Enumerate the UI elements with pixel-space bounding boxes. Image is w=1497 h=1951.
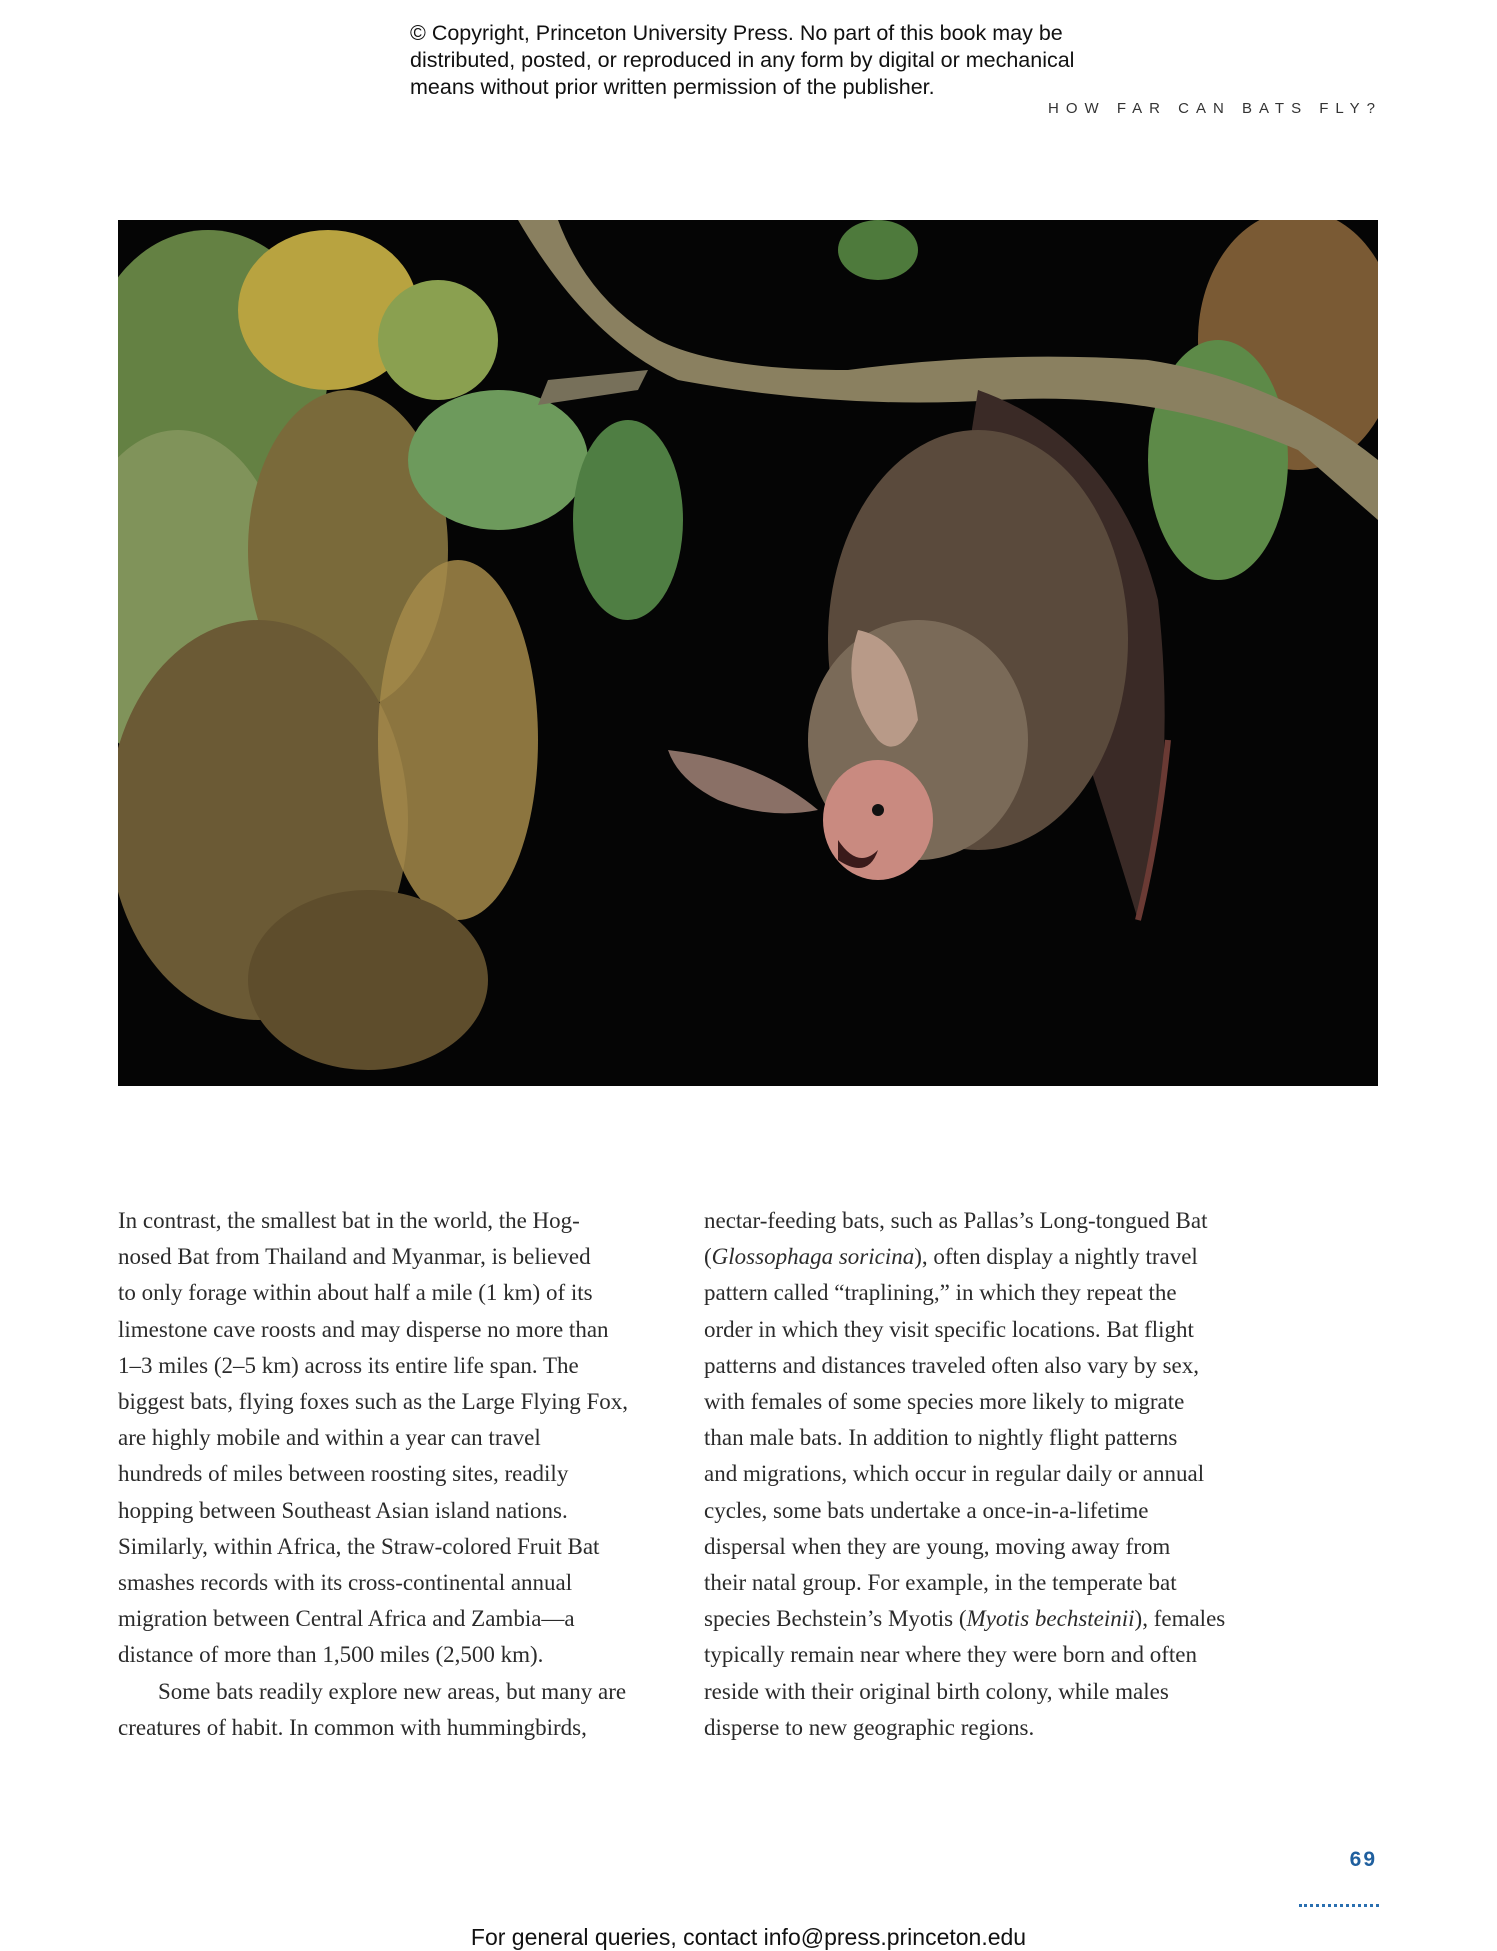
text-line: 1–3 miles (2–5 km) across its entire life span. The xyxy=(118,1352,579,1378)
text-line: Similarly, within Africa, the Straw-colored Fruit Bat xyxy=(118,1533,600,1559)
text-line xyxy=(704,1601,1274,1637)
page-number-dots xyxy=(1299,1904,1379,1907)
text-line: reside with their original birth colony, while males xyxy=(704,1678,1169,1704)
text-line: hopping between Southeast Asian island nations. xyxy=(118,1497,568,1523)
species-name-italic: Myotis bechsteinii xyxy=(966,1606,1135,1632)
text-line xyxy=(704,1239,1274,1275)
text-line: pattern called “traplining,” in which they repeat the xyxy=(704,1280,1177,1306)
text-line: and migrations, which occur in regular daily or annual xyxy=(704,1461,1205,1487)
text-line: biggest bats, flying foxes such as the Large Flying Fox, xyxy=(118,1389,628,1415)
text-line: order in which they visit specific locations. Bat flight xyxy=(704,1316,1194,1342)
text-line: limestone cave roosts and may disperse no more than xyxy=(118,1316,609,1342)
text-line: than male bats. In addition to nightly flight patterns xyxy=(704,1425,1178,1451)
text-line: dispersal when they are young, moving away from xyxy=(704,1533,1171,1559)
paragraph xyxy=(704,1203,1274,1746)
text-line: patterns and distances traveled often also vary by sex, xyxy=(704,1352,1199,1378)
text-line: distance of more than 1,500 miles (2,500 km). xyxy=(118,1642,544,1668)
copyright-notice xyxy=(410,20,1130,101)
left-column xyxy=(118,1203,688,1746)
text-line: disperse to new geographic regions. xyxy=(704,1714,1035,1740)
text-fragment: ), females xyxy=(1134,1606,1226,1632)
copyright-line: distributed, posted, or reproduced in any form by digital or mechanical xyxy=(410,48,1075,72)
right-column xyxy=(704,1203,1274,1746)
copyright-line: © Copyright, Princeton University Press. No part of this book may be xyxy=(410,21,1063,45)
text-fragment: species Bechstein’s Myotis ( xyxy=(704,1606,967,1632)
text-line: migration between Central Africa and Zambia—a xyxy=(118,1606,575,1632)
page-number: 69 xyxy=(1349,1848,1377,1871)
paragraph xyxy=(118,1203,688,1674)
text-line: Some bats readily explore new areas, but many are xyxy=(158,1678,627,1704)
bat-hanging-from-branch-photo xyxy=(118,220,1378,1086)
text-fragment: ), often display a nightly travel xyxy=(914,1244,1198,1270)
bat-photo xyxy=(118,220,1378,1086)
text-line: nectar-feeding bats, such as Pallas’s Long-tongued Bat xyxy=(704,1208,1208,1233)
text-line: smashes records with its cross-continental annual xyxy=(118,1570,573,1596)
text-line: creatures of habit. In common with hummingbirds, xyxy=(118,1714,587,1740)
paragraph xyxy=(118,1674,688,1746)
species-name-italic: Glossophaga soricina xyxy=(711,1244,915,1270)
text-line: In contrast, the smallest bat in the world, the Hog- xyxy=(118,1208,580,1233)
text-line: are highly mobile and within a year can travel xyxy=(118,1425,541,1451)
text-line: typically remain near where they were born and often xyxy=(704,1642,1198,1668)
text-fragment: ( xyxy=(704,1244,712,1270)
text-line: their natal group. For example, in the temperate bat xyxy=(704,1570,1177,1596)
text-line: nosed Bat from Thailand and Myanmar, is believed xyxy=(118,1244,591,1270)
text-line: to only forage within about half a mile (1 km) of its xyxy=(118,1280,593,1306)
running-head: HOW FAR CAN BATS FLY? xyxy=(1048,100,1382,117)
text-line: hundreds of miles between roosting sites, readily xyxy=(118,1461,569,1487)
text-line: with females of some species more likely to migrate xyxy=(704,1389,1185,1415)
text-line: cycles, some bats undertake a once-in-a-lifetime xyxy=(704,1497,1149,1523)
copyright-line: means without prior written permission of the publisher. xyxy=(410,75,935,99)
footer-contact: For general queries, contact info@press.princeton.edu xyxy=(470,1924,1027,1950)
